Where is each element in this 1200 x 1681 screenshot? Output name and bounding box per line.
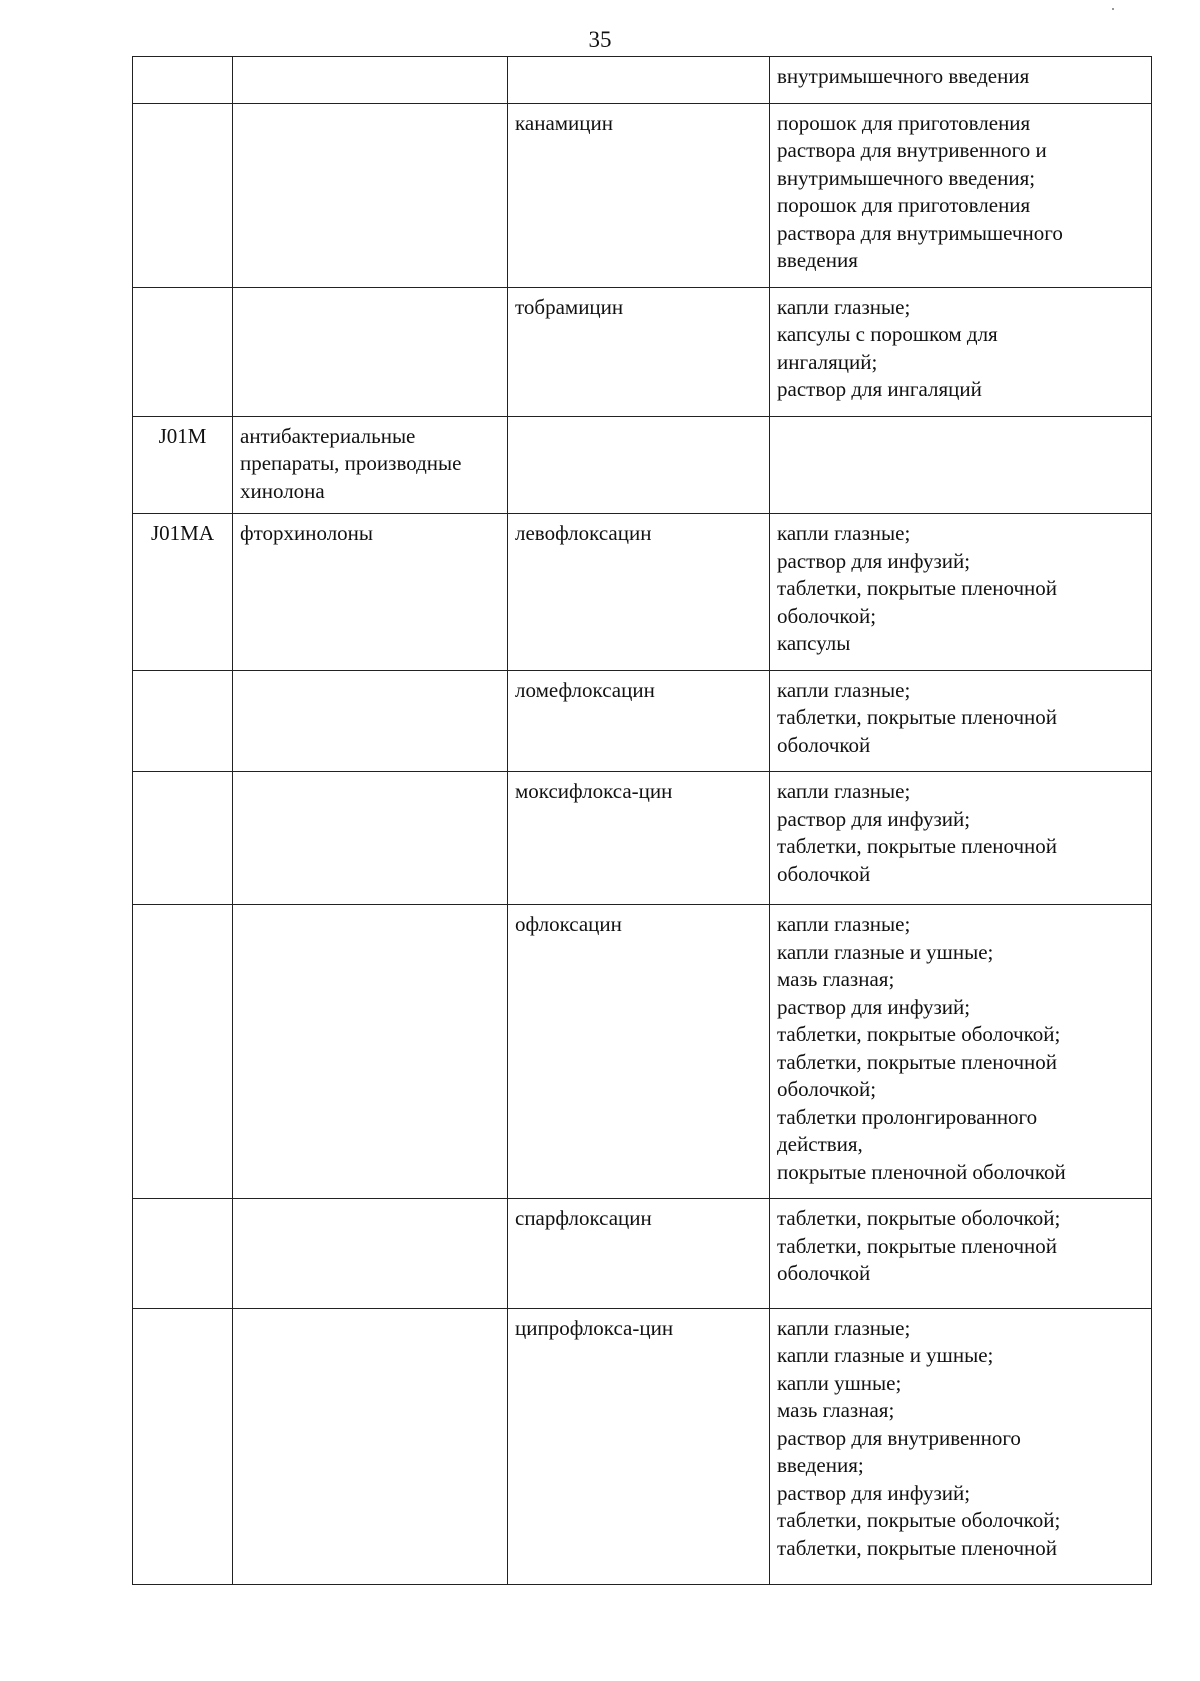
medication-table [132,56,1152,1585]
dosage-form-line: раствора для внутримышечного [777,220,1063,245]
dosage-form-line: капли глазные; [777,779,911,803]
drug-name-cell: моксифлокса-цин [508,772,770,905]
anatomical-therapeutic-group-cell [233,1199,508,1309]
dosage-form-line: раствор для инфузий; [777,548,971,573]
group-line: антибактериальные [240,423,416,448]
dosage-form-line: таблетки, покрытые оболочкой; [777,1206,1061,1230]
dosage-form-line: раствор для инфузий; [777,994,971,1019]
anatomical-therapeutic-group-cell [233,670,508,772]
drug-name-cell [508,416,770,514]
dosage-form-line: капли глазные; [777,294,911,319]
dosage-form-line: мазь глазная; [777,967,895,991]
dosage-form-line: порошок для приготовления [777,110,1031,135]
dosage-forms-cell [770,514,1152,671]
table-row [133,416,1152,514]
dosage-form-line: введения; [777,1453,864,1477]
dosage-form-line: ингаляций; [777,349,878,374]
atc-code-cell [133,103,233,287]
dosage-form-line: раствор для внутривенного [777,1425,1021,1450]
dosage-forms-cell [770,1199,1152,1309]
dosage-form-line: оболочкой [777,732,871,757]
dosage-form-line: внутримышечного введения [777,64,1030,88]
dosage-form-line: покрытые пленочной оболочкой [777,1159,1066,1184]
group-line: хинолона [240,478,325,503]
dosage-form-line: капли глазные и ушные; [777,1343,994,1367]
dosage-form-line: порошок для приготовления [777,193,1031,217]
table-body [133,57,1152,1585]
dosage-form-line: раствор для инфузий; [777,1480,971,1505]
group-line: фторхинолоны [240,521,374,545]
table-row [133,57,1152,104]
dosage-forms-cell [770,1308,1152,1585]
dosage-forms-cell [770,287,1152,416]
dosage-form-line: раствора для внутривенного и [777,138,1047,162]
scan-speck [1112,8,1114,10]
dosage-form-line: капли ушные; [777,1370,902,1395]
anatomical-therapeutic-group-cell [233,514,508,671]
drug-name-cell: офлоксацин [508,905,770,1199]
anatomical-therapeutic-group-cell [233,103,508,287]
anatomical-therapeutic-group-cell [233,772,508,905]
anatomical-therapeutic-group-cell [233,287,508,416]
dosage-form-line: таблетки, покрытые пленочной [777,1233,1058,1258]
drug-name-cell [508,57,770,104]
dosage-form-line: внутримышечного введения; [777,165,1036,190]
anatomical-therapeutic-group-cell [233,1308,508,1585]
drug-name-cell: спарфлоксацин [508,1199,770,1309]
dosage-forms-cell [770,772,1152,905]
atc-code-cell: J01MA [133,514,233,671]
dosage-form-line: оболочкой; [777,1077,877,1101]
dosage-form-line: раствор для инфузий; [777,806,971,831]
dosage-forms-cell [770,57,1152,104]
dosage-form-line: оболочкой; [777,603,877,628]
dosage-form-line: оболочкой [777,861,871,886]
dosage-form-line: таблетки, покрытые пленочной [777,1049,1058,1074]
drug-name-cell: канамицин [508,103,770,287]
dosage-form-line: капли глазные и ушные; [777,939,994,964]
dosage-form-line: таблетки пролонгированного [777,1104,1038,1129]
table-row [133,103,1152,287]
anatomical-therapeutic-group-cell [233,57,508,104]
table-row [133,905,1152,1199]
dosage-form-line: капсулы с порошком для [777,322,998,346]
dosage-form-line: капли глазные; [777,677,911,702]
dosage-forms-cell [770,670,1152,772]
dosage-form-line: капли глазные; [777,912,911,936]
atc-code-cell [133,1199,233,1309]
atc-code-cell [133,57,233,104]
page-number: 35 [588,27,612,52]
dosage-form-line: таблетки, покрытые пленочной [777,576,1058,600]
dosage-form-line: оболочкой [777,1261,871,1285]
atc-code-cell [133,670,233,772]
anatomical-therapeutic-group-cell [233,905,508,1199]
anatomical-therapeutic-group-cell [233,416,508,514]
dosage-form-line: таблетки, покрытые оболочкой; [777,1022,1061,1046]
dosage-form-line: капли глазные; [777,1315,911,1340]
dosage-form-line: таблетки, покрытые пленочной [777,1535,1058,1560]
table-row [133,1308,1152,1585]
table-row [133,1199,1152,1309]
drug-name-cell: ломефлоксацин [508,670,770,772]
atc-code-cell [133,287,233,416]
dosage-form-line: мазь глазная; [777,1398,895,1422]
drug-name-cell: ципрофлокса-цин [508,1308,770,1585]
dosage-form-line: таблетки, покрытые оболочкой; [777,1508,1061,1532]
dosage-form-line: таблетки, покрытые пленочной [777,705,1058,729]
drug-name-cell: левофлоксацин [508,514,770,671]
table-row [133,670,1152,772]
table-row [133,287,1152,416]
table-row [133,772,1152,905]
dosage-form-line: таблетки, покрытые пленочной [777,834,1058,858]
group-line: препараты, производные [240,451,462,475]
dosage-form-line: капсулы [777,631,851,655]
dosage-forms-cell [770,103,1152,287]
dosage-form-line: введения [777,248,858,272]
dosage-form-line: раствор для ингаляций [777,377,982,401]
atc-code-cell: J01M [133,416,233,514]
dosage-form-line: действия, [777,1132,863,1156]
table-row [133,514,1152,671]
drug-name-cell: тобрамицин [508,287,770,416]
atc-code-cell [133,1308,233,1585]
dosage-forms-cell [770,905,1152,1199]
dosage-form-line: капли глазные; [777,521,911,545]
atc-code-cell [133,905,233,1199]
dosage-forms-cell [770,416,1152,514]
atc-code-cell [133,772,233,905]
